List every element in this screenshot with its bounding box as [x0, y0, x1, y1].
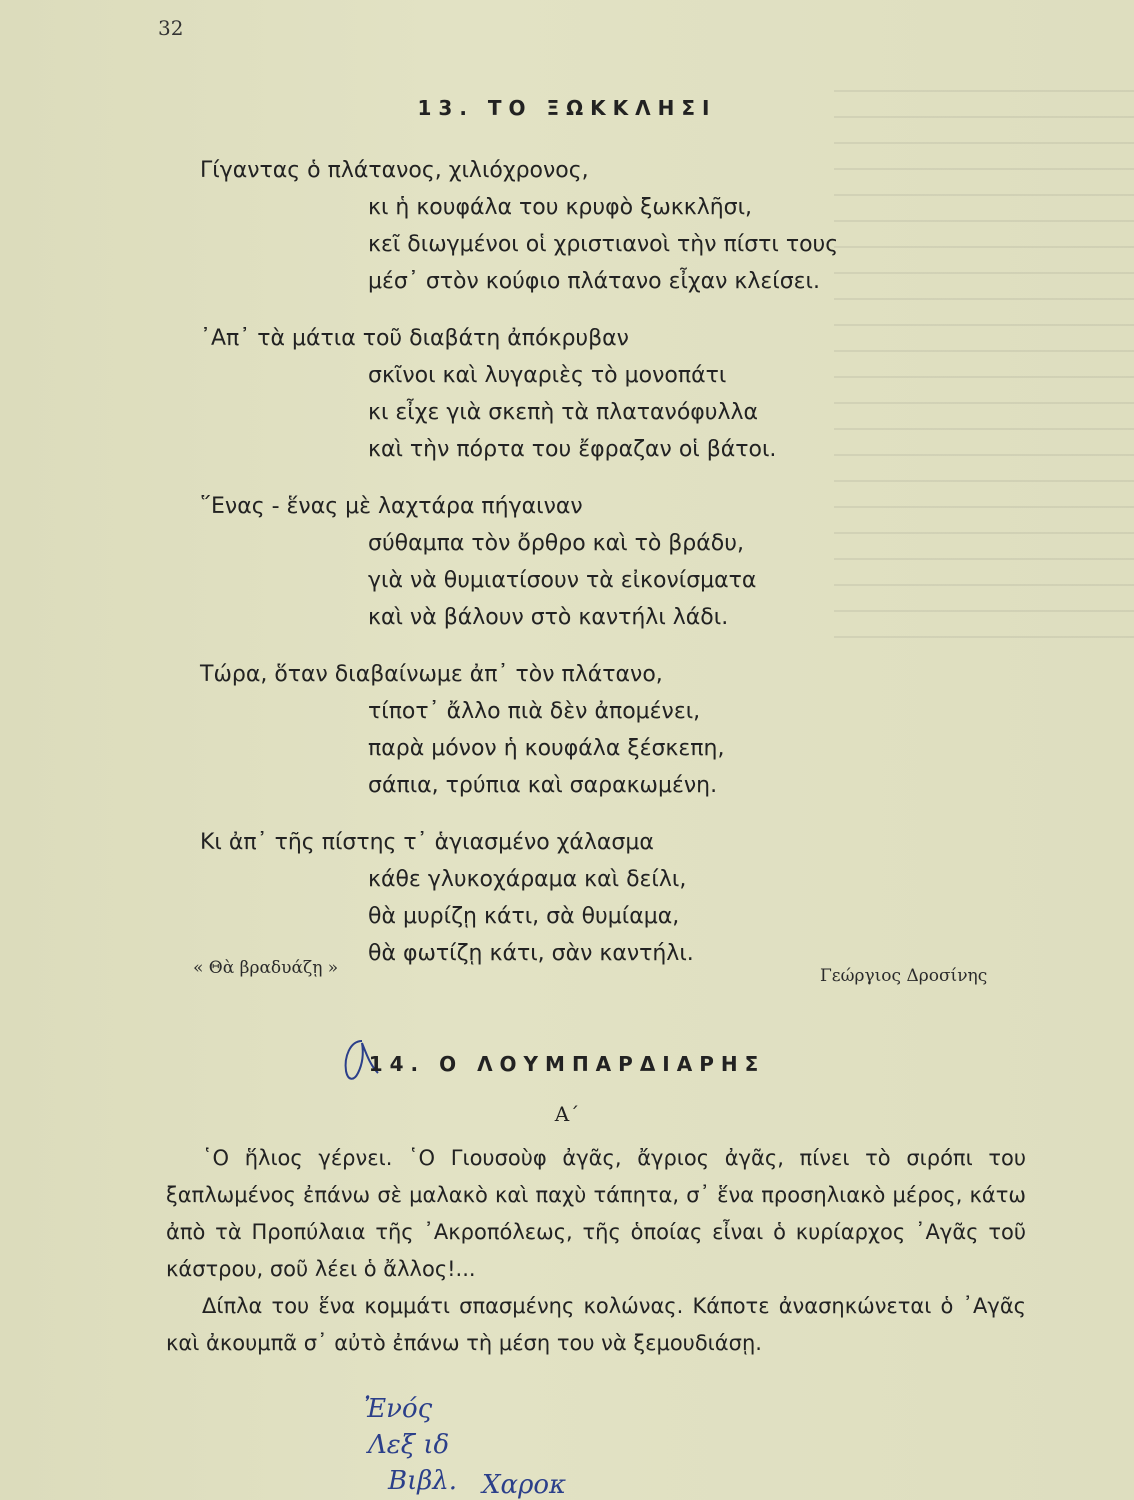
story-part: Α΄ [554, 1102, 580, 1126]
poem-line: σύθαμπα τὸν ὄρθρο καὶ τὸ βράδυ, [368, 531, 744, 556]
paragraph: ῾Ο ἥλιος γέρνει. ῾Ο Γιουσοὺφ ἀγᾶς, ἄγριος ἀγᾶς, πίνει τὸ σιρόπι του ξαπλωμένος ἐπάνω σὲ μαλακὸ καὶ παχὺ τάπητα, σ᾿ ἕνα προσηλιακὸ μέρος, κάτω ἀπὸ τὰ Προπύλαια τῆς ᾿Ακροπόλεως, τῆς ὁποίας εἶναι ὁ κυρίαρχος ᾿Αγᾶς τοῦ κάστρου, σοῦ λέει ὁ ἄλλος!... [166, 1146, 1026, 1281]
poem-line: θὰ μυρίζῃ κάτι, σὰ θυμίαμα, [368, 904, 680, 929]
poem-line: σάπια, τρύπια καὶ σαρακωμένη. [368, 773, 718, 798]
poem-line: σκῖνοι καὶ λυγαριὲς τὸ μονοπάτι [368, 363, 727, 388]
handwritten-note: Λεξ ιδ [368, 1430, 450, 1460]
poem-line: κι ἡ κουφάλα του κρυφὸ ξωκκλῆσι, [368, 195, 753, 220]
poem-title: 13. ΤΟ ΞΩΚΚΛΗΣΙ [417, 96, 717, 120]
story-title: 14. Ο ΛΟΥΜΠΑΡΔΙΑΡΗΣ [368, 1052, 766, 1076]
poem-source: « Θὰ βραδυάζῃ » [193, 958, 339, 978]
poem-line: Κι ἀπ᾿ τῆς πίστης τ᾿ ἁγιασμένο χάλασμα [200, 830, 654, 855]
bleed-through-text [834, 90, 1134, 650]
handwritten-note: Χαροκ [482, 1470, 567, 1500]
poem-line: κεῖ διωγμένοι οἱ χριστιανοὶ τὴν πίστι τους [368, 232, 839, 257]
poem-line: Γίγαντας ὁ πλάτανος, χιλιόχρονος, [200, 158, 589, 183]
handwritten-note: Βιβλ. [388, 1466, 458, 1496]
poem-line: καὶ τὴν πόρτα του ἔφραζαν οἱ βάτοι. [368, 437, 777, 462]
poem-line: μέσ᾿ στὸν κούφιο πλάτανο εἶχαν κλείσει. [368, 269, 820, 294]
page-number: 32 [158, 16, 184, 40]
stanza [200, 824, 838, 972]
stanza [200, 152, 838, 300]
poem-line: κι εἶχε γιὰ σκεπὴ τὰ πλατανόφυλλα [368, 400, 759, 425]
poem-line: ῞Ενας - ἕνας μὲ λαχτάρα πήγαιναν [200, 494, 583, 519]
poem-line: κάθε γλυκοχάραμα καὶ δείλι, [368, 867, 687, 892]
story-body [166, 1140, 1026, 1362]
poem-line: καὶ νὰ βάλουν στὸ καντήλι λάδι. [368, 605, 729, 630]
poem-line: παρὰ μόνον ἡ κουφάλα ξέσκεπη, [368, 736, 725, 761]
poem-line: τίποτ᾿ ἄλλο πιὰ δὲν ἀπομένει, [368, 699, 701, 724]
poem-line: Τώρα, ὅταν διαβαίνωμε ἀπ᾿ τὸν πλάτανο, [200, 662, 663, 687]
paragraph: Δίπλα του ἕνα κομμάτι σπασμένης κολώνας. Κάποτε ἀνασηκώνεται ὁ ᾿Αγᾶς καὶ ἀκουμπᾶ σ᾿ αὐτὸ ἐπάνω τὴ μέση του νὰ ξεμουδιάσῃ. [166, 1294, 1026, 1355]
poem-author: Γεώργιος Δροσίνης [820, 966, 988, 986]
poem-line: θὰ φωτίζῃ κάτι, σὰν καντήλι. [368, 941, 694, 966]
stanza [200, 320, 838, 468]
poem-line: γιὰ νὰ θυμιατίσουν τὰ εἰκονίσματα [368, 568, 757, 593]
handwritten-note: Ἐνός [364, 1394, 433, 1424]
poem-body [200, 152, 838, 992]
stanza [200, 488, 838, 636]
poem-line: ᾿Απ᾿ τὰ μάτια τοῦ διαβάτη ἀπόκρυβαν [200, 326, 629, 351]
stanza [200, 656, 838, 804]
